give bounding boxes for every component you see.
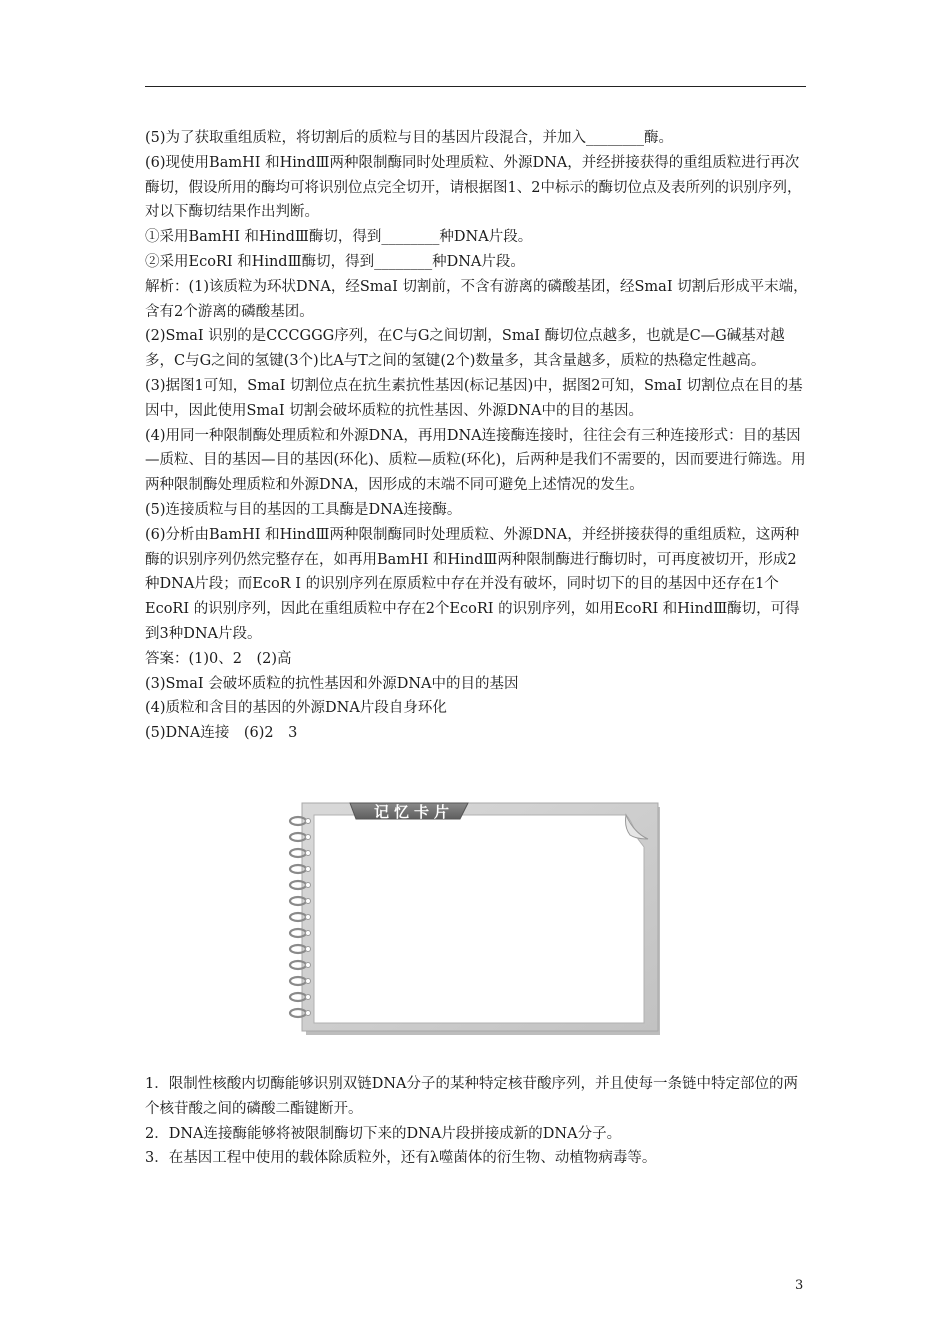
analysis-5: (5)连接质粒与目的基因的工具酶是DNA连接酶。 (145, 501, 462, 518)
page-number: 3 (795, 1278, 804, 1293)
memory-card (286, 799, 668, 1039)
analysis-1: 解析：(1)该质粒为环状DNA，经SmaⅠ 切割前，不含有游离的磷酸基团，经SmaⅠ 切割后形成平末端，含有2个游离的磷酸基团。 (145, 278, 808, 320)
question-6-part-2: ②采用EcoRⅠ 和HindⅢ酶切，得到________种DNA片段。 (145, 253, 525, 270)
note-item: 2．DNA连接酶能够将被限制酶切下来的DNA片段拼接成新的DNA分子。 (145, 1125, 622, 1142)
answer-line-1: 答案：(1)0、2 (2)高 (145, 650, 292, 667)
question-5: (5)为了获取重组质粒，将切割后的质粒与目的基因片段混合，并加入________酶。 (145, 130, 674, 146)
note-item: 1．限制性核酸内切酶能够识别双链DNA分子的某种特定核苷酸序列，并且使每一条链中特定部位的两个核苷酸之间的磷酸二酯键断开。 (145, 1076, 799, 1117)
header-rule (145, 86, 806, 87)
answer-section (145, 126, 809, 746)
memory-notes (145, 1072, 809, 1171)
answer-line-2: (3)SmaⅠ 会破坏质粒的抗性基因和外源DNA中的目的基因 (145, 675, 519, 692)
analysis-3: (3)据图1可知，SmaⅠ 切割位点在抗生素抗性基因(标记基因)中，据图2可知，SmaⅠ 切割位点在目的基因中，因此使用SmaⅠ 切割会破坏质粒的抗性基因、外源DNA中的目的基因。 (145, 377, 803, 419)
analysis-2: (2)SmaⅠ 识别的是CCCGGG序列，在C与G之间切割，SmaⅠ 酶切位点越多，也就是C—G碱基对越多，C与G之间的氢键(3个)比A与T之间的氢键(2个)数量多，其含量越多，质粒的热稳定性越高。 (145, 328, 785, 370)
question-6-part-1: ①采用BamHⅠ 和HindⅢ酶切，得到________种DNA片段。 (145, 229, 533, 246)
note-item: 3．在基因工程中使用的载体除质粒外，还有λ噬菌体的衍生物、动植物病毒等。 (145, 1150, 657, 1167)
question-6: (6)现使用BamHⅠ 和HindⅢ两种限制酶同时处理质粒、外源DNA，并经拼接获得的重组质粒进行再次酶切，假设所用的酶均可将识别位点完全切开，请根据图1、2中标示的酶切位点及表所列的识别序列，对以下酶切结果作出判断。 (145, 154, 802, 221)
notebook-card-graphic (286, 799, 668, 1039)
answer-line-3: (4)质粒和含目的基因的外源DNA片段自身环化 (145, 700, 447, 717)
answer-line-4: (5)DNA连接 (6)2 3 (145, 725, 298, 742)
analysis-6: (6)分析由BamHⅠ 和HindⅢ两种限制酶同时处理质粒、外源DNA，并经拼接获得的重组质粒，这两种酶的识别序列仍然完整存在，如再用BamHⅠ 和HindⅢ两种限制酶进行酶切时，可再度被切开，形成2种DNA片段；而EcoR Ⅰ 的识别序列在原质粒中存在并没有破坏，同时切下的目的基因中还存在1个EcoRⅠ 的识别序列，因此在重组质粒中存在2个EcoRⅠ 的识别序列，如用EcoRⅠ 和HindⅢ酶切，可得到3种DNA片段。 (145, 526, 800, 642)
card-title: 记忆卡片 (373, 803, 454, 821)
analysis-4: (4)用同一种限制酶处理质粒和外源DNA，再用DNA连接酶连接时，往往会有三种连接形式：目的基因—质粒、目的基因—目的基因(环化)、质粒—质粒(环化)，后两种是我们不需要的，因而要进行筛选。用两种限制酶处理质粒和外源DNA，因形成的末端不同可避免上述情况的发生。 (145, 427, 806, 494)
